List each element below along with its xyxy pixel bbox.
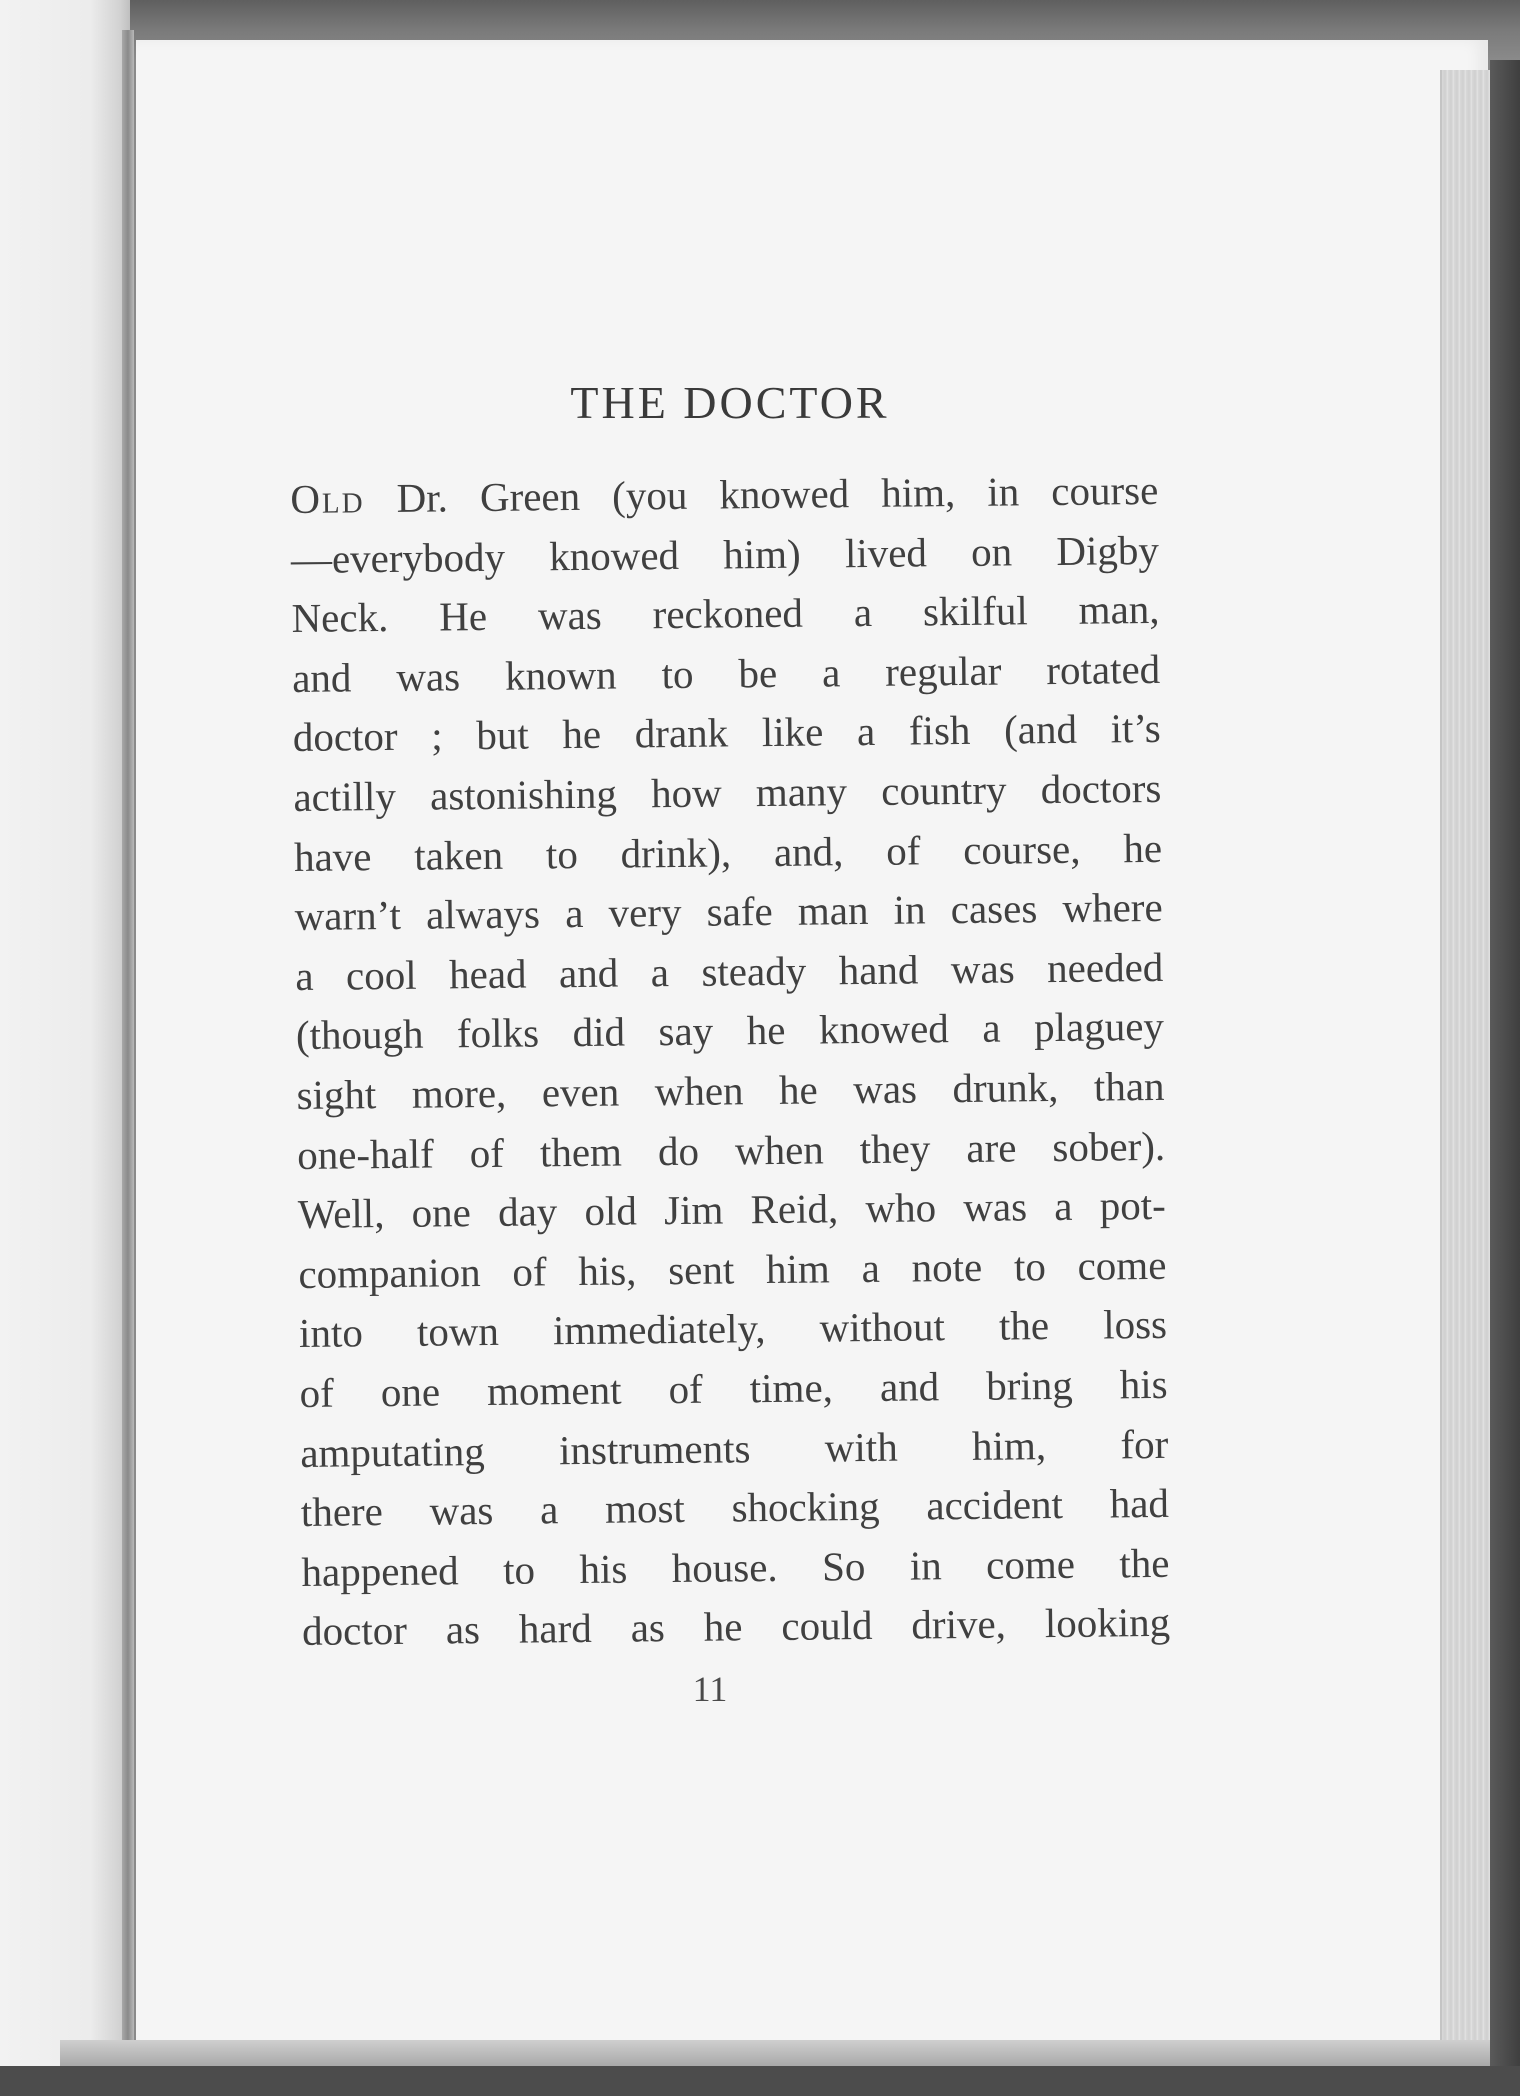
text-line: amputating instruments with him, for bbox=[300, 1420, 1169, 1476]
text-line: doctor ; but he drank like a fish (and it’s bbox=[292, 705, 1161, 761]
text-line: into town immediately, without the loss bbox=[298, 1301, 1168, 1357]
text-line: of one moment of time, and bring his bbox=[299, 1360, 1168, 1416]
page-block-edge bbox=[1440, 70, 1492, 2060]
text-line: have taken to drink), and, of course, he bbox=[293, 824, 1163, 880]
text-line: (though folks did say he knowed a plaguey bbox=[295, 1003, 1165, 1059]
page-number: 11 bbox=[692, 1669, 728, 1709]
text-line: and was known to be a regular rotated bbox=[291, 645, 1161, 701]
text-line: there was a most shocking accident had bbox=[300, 1479, 1170, 1536]
text-line: doctor as hard as he could drive, looking bbox=[301, 1599, 1171, 1655]
opening-word: Old bbox=[290, 475, 365, 522]
chapter-title: THE DOCTOR bbox=[570, 377, 890, 428]
text-line: Well, one day old Jim Reid, who was a pot- bbox=[297, 1181, 1166, 1238]
first-line-rest: Dr. Green (you knowed him, in course bbox=[364, 466, 1159, 522]
book-cover-edge bbox=[1490, 60, 1520, 2096]
text-line: —everybody knowed him) lived on Digby bbox=[290, 526, 1160, 582]
text-line-1 bbox=[290, 461, 1159, 530]
text-line: sight more, even when he was drunk, than bbox=[296, 1062, 1165, 1118]
text-line: happened to his house. So in come the bbox=[301, 1539, 1170, 1595]
page-bottom-edge bbox=[60, 2040, 1490, 2066]
text-line: a cool head and a steady hand was needed bbox=[295, 943, 1164, 999]
book-gutter bbox=[122, 30, 134, 2060]
text-line: Neck. He was reckoned a skilful man, bbox=[291, 586, 1160, 642]
previous-page-edge bbox=[0, 0, 130, 2070]
text-line: companion of his, sent him a note to come bbox=[298, 1241, 1167, 1297]
text-line: actilly astonishing how many country doctors bbox=[293, 764, 1162, 820]
book-cover-bottom bbox=[0, 2066, 1520, 2096]
text-line: warn’t always a very safe man in cases where bbox=[294, 884, 1163, 940]
text-line: one-half of them do when they are sober). bbox=[296, 1122, 1166, 1178]
body-text bbox=[290, 461, 1170, 1662]
